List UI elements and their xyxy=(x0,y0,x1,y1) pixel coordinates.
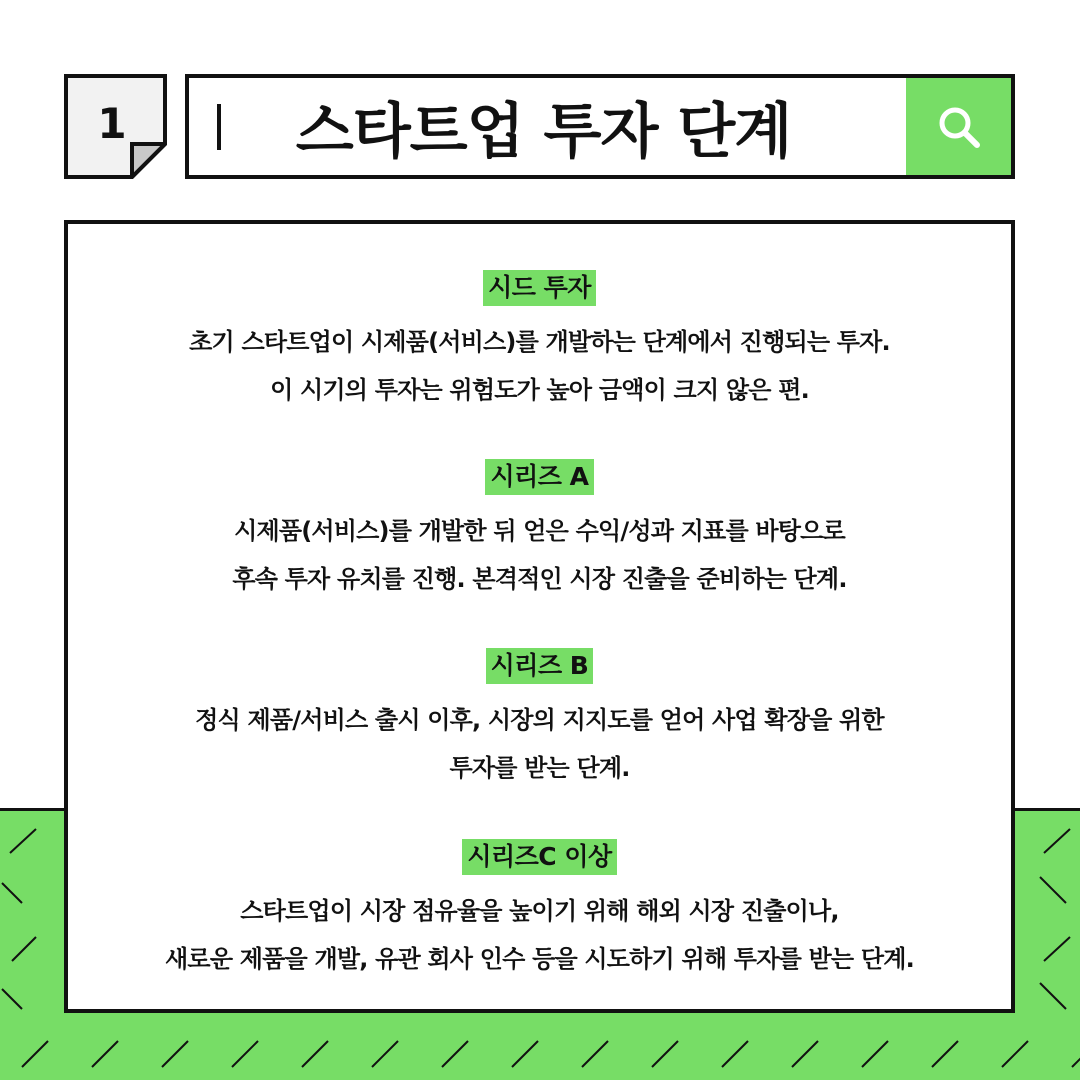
hatch-stroke xyxy=(652,1041,678,1067)
hatch-stroke xyxy=(1040,983,1066,1009)
section-series-a xyxy=(68,459,1011,603)
hatch-stroke xyxy=(442,1041,468,1067)
hatch-stroke xyxy=(582,1041,608,1067)
section-seed xyxy=(68,270,1011,414)
section-heading: 시드 투자 xyxy=(483,270,596,306)
hatch-stroke xyxy=(22,1041,48,1067)
section-text-line: 이 시기의 투자는 위험도가 높아 금액이 크지 않은 편. xyxy=(270,376,809,404)
hatch-stroke xyxy=(1040,877,1066,903)
hatch-stroke xyxy=(92,1041,118,1067)
hatch-stroke xyxy=(862,1041,888,1067)
hatch-stroke xyxy=(722,1041,748,1067)
search-icon xyxy=(935,103,983,151)
hatch-stroke xyxy=(232,1041,258,1067)
search-button[interactable] xyxy=(906,78,1011,175)
section-heading: 시리즈 A xyxy=(485,459,593,495)
hatch-stroke xyxy=(162,1041,188,1067)
hatch-stroke xyxy=(512,1041,538,1067)
section-text-line: 새로운 제품을 개발, 유관 회사 인수 등을 시도하기 위해 투자를 받는 단계. xyxy=(165,945,914,973)
page-number-badge xyxy=(64,74,167,179)
hatch-stroke xyxy=(1072,1041,1080,1067)
section-text-line: 스타트업이 시장 점유율을 높이기 위해 해외 시장 진출이나, xyxy=(240,897,839,925)
section-heading: 시리즈 B xyxy=(486,648,594,684)
page-number: 1 xyxy=(97,98,127,148)
hatch-stroke xyxy=(932,1041,958,1067)
content-card xyxy=(64,220,1015,1013)
hatch-stroke xyxy=(372,1041,398,1067)
section-text-line: 후속 투자 유치를 진행. 본격적인 시장 진출을 준비하는 단계. xyxy=(232,565,847,593)
hatch-stroke xyxy=(792,1041,818,1067)
hatch-stroke xyxy=(2,989,22,1009)
section-text-line: 초기 스타트업이 시제품(서비스)를 개발하는 단계에서 진행되는 투자. xyxy=(189,328,890,356)
hatch-stroke xyxy=(302,1041,328,1067)
text-cursor xyxy=(217,104,221,150)
section-text-line: 투자를 받는 단계. xyxy=(449,754,630,782)
section-text-line: 시제품(서비스)를 개발한 뒤 얻은 수익/성과 지표를 바탕으로 xyxy=(234,517,845,545)
hatch-stroke xyxy=(1002,1041,1028,1067)
section-heading: 시리즈C 이상 xyxy=(462,839,616,875)
page-title: 스타트업 투자 단계 xyxy=(295,96,792,167)
hatch-stroke xyxy=(10,829,36,853)
title-search-bar xyxy=(185,74,1015,179)
section-series-c xyxy=(68,839,1011,983)
section-text-line: 정식 제품/서비스 출시 이후, 시장의 지지도를 얻어 사업 확장을 위한 xyxy=(195,706,884,734)
hatch-stroke xyxy=(12,937,36,961)
hatch-stroke xyxy=(1044,937,1070,961)
hatch-stroke xyxy=(2,883,22,903)
section-series-b xyxy=(68,648,1011,792)
hatch-stroke xyxy=(1044,829,1070,853)
